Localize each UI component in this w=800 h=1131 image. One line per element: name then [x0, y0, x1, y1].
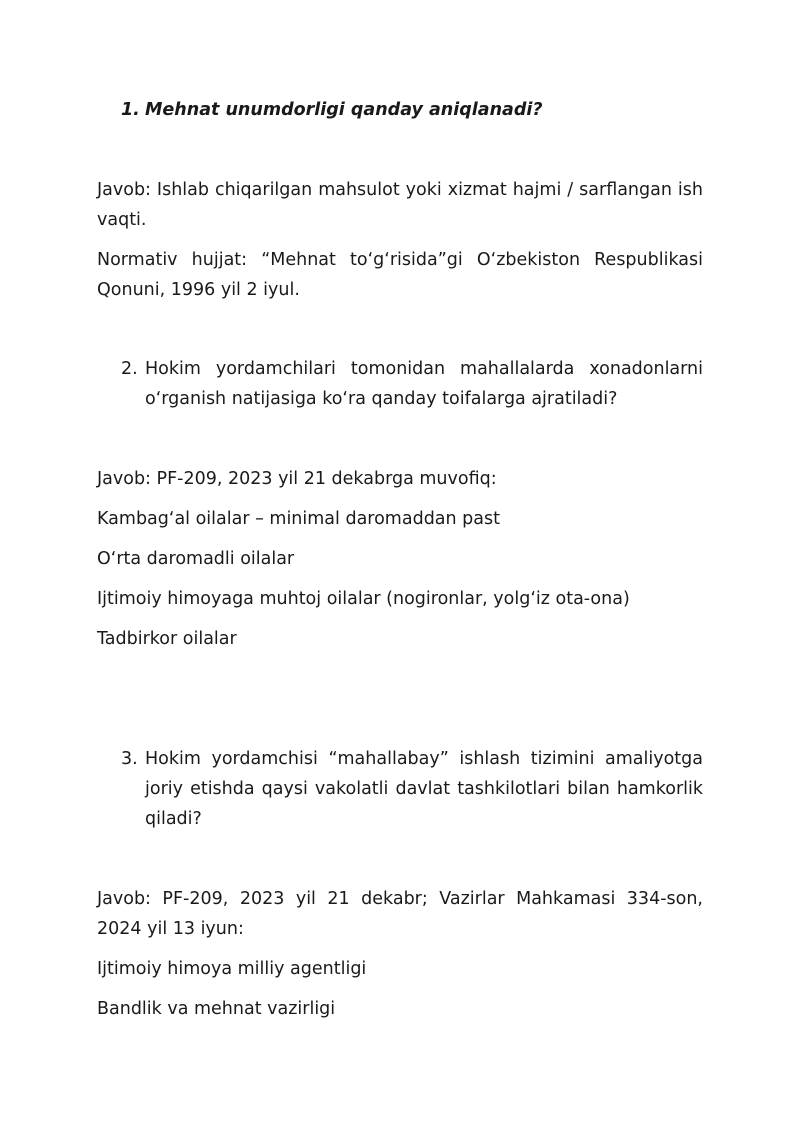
- answer-text: Javob: Ishlab chiqarilgan mahsulot yoki xizmat hajmi / sarflangan ish vaqti.: [97, 180, 703, 230]
- note-text: Kambag‘al oilalar – minimal daromaddan past: [97, 509, 500, 529]
- note-text: O‘rta daromadli oilalar: [97, 549, 295, 569]
- note-text: Ijtimoiy himoyaga muhtoj oilalar (nogironlar, yolg‘iz ota-ona): [97, 589, 630, 609]
- note-1-0: [97, 245, 703, 305]
- question-2: [97, 354, 703, 414]
- note-2-3: [97, 624, 703, 654]
- question-number: 1.: [121, 100, 140, 120]
- question-text: Mehnat unumdorligi qanday aniqlanadi?: [145, 100, 543, 120]
- answer-1: [97, 175, 703, 235]
- answer-text: Javob: PF-209, 2023 yil 21 dekabrga muvofiq:: [97, 469, 497, 489]
- question-1: [97, 95, 703, 125]
- question-text: Hokim yordamchilari tomonidan mahallalarda xonadonlarni o‘rganish natijasiga ko‘ra qanday toifalarga ajratiladi?: [145, 359, 703, 409]
- note-text: Tadbirkor oilalar: [97, 629, 237, 649]
- note-text: Ijtimoiy himoya milliy agentligi: [97, 959, 367, 979]
- note-2-0: [97, 504, 703, 534]
- answer-2: [97, 464, 703, 494]
- question-3: [97, 744, 703, 834]
- note-3-1: [97, 994, 703, 1024]
- answer-3: [97, 884, 703, 944]
- answer-text: Javob: PF-209, 2023 yil 21 dekabr; Vazirlar Mahkamasi 334-son, 2024 yil 13 iyun:: [97, 889, 703, 939]
- note-3-0: [97, 954, 703, 984]
- note-text: Bandlik va mehnat vazirligi: [97, 999, 336, 1019]
- question-text: Hokim yordamchisi “mahallabay” ishlash tizimini amaliyotga joriy etishda qaysi vakolatli davlat tashkilotlari bilan hamkorlik qiladi?: [145, 749, 703, 829]
- note-2-2: [97, 584, 703, 614]
- question-number: 2.: [121, 359, 138, 379]
- note-2-1: [97, 544, 703, 574]
- question-number: 3.: [121, 749, 138, 769]
- note-text: Normativ hujjat: “Mehnat to‘g‘risida”gi O‘zbekiston Respublikasi Qonuni, 1996 yil 2 iyul.: [97, 250, 703, 300]
